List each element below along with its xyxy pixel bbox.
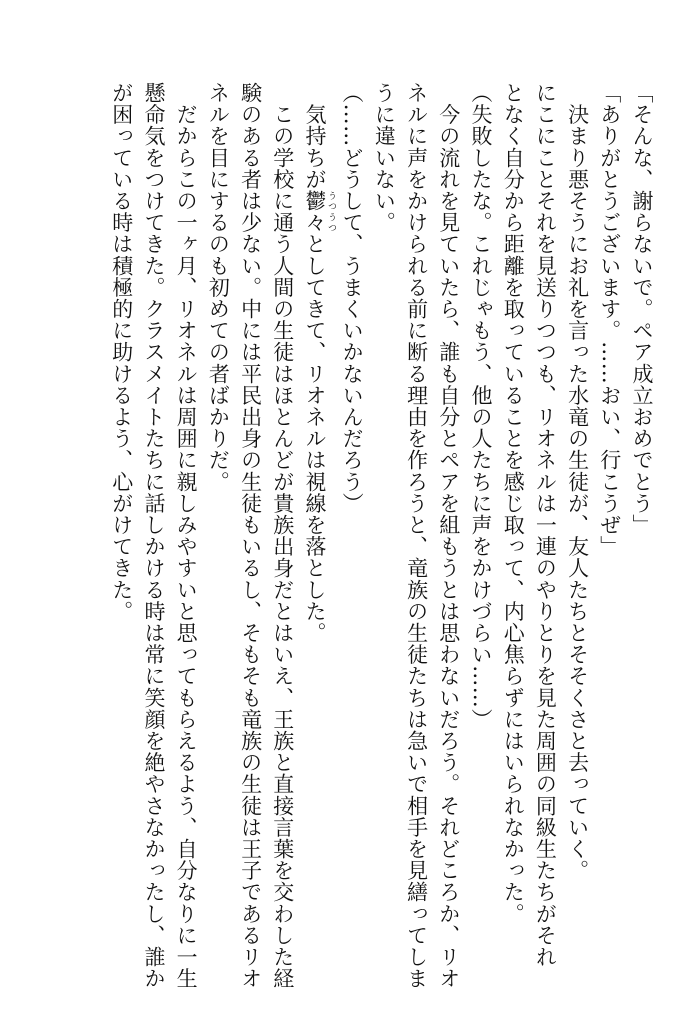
ruby-line-after: としてきて、リオネルは視線を落とした。	[302, 233, 327, 644]
text-line-13: 験のある者は少ない。中には平民出身の生徒もいるし、そもそも竜族の生徒は王子であるリオ	[238, 82, 263, 990]
text-line-15: だからこの一ヶ月、リオネルは周囲に親しみやすいと思ってもらえるよう、自分なりに一生	[174, 82, 199, 990]
text-line-10: （……どうして、うまくいかないんだろう）	[340, 82, 365, 514]
text-line-16: 懸命気をつけてきた。クラスメイトたちに話しかける時は常に笑顔を絶やさなかったし、誰か	[141, 82, 166, 990]
ruby-word	[302, 190, 336, 234]
ruby-line-before: 気持ちが	[302, 82, 327, 190]
text-line-11-ruby	[299, 82, 336, 962]
ruby-base: 鬱々	[302, 190, 327, 234]
text-line-8: ネルに声をかけられる前に断る理由を作ろうと、竜族の生徒たちは急いで相手を見繕ってしま	[404, 82, 429, 990]
indent	[271, 82, 295, 104]
ruby-reading: うつうつ	[325, 190, 336, 234]
text-line-3: 決まり悪そうにお礼を言った水竜の生徒が、友人たちとそそくさと去っていく。	[565, 82, 590, 882]
text-line-9: うに違いない。	[372, 82, 397, 234]
vertical-text-body	[106, 82, 658, 990]
text-line-12	[267, 82, 299, 990]
text-line-12-body: この学校に通う人間の生徒はほとんどが貴族出身だとはいえ、王族と直接言葉を交わした経	[270, 103, 295, 990]
text-line-14: ネルを目にするのも初めての者ばかりだ。	[206, 82, 231, 493]
text-line-5: となく自分から距離を取っていることを感じ取って、内心焦らずにはいられなかった。	[501, 82, 526, 925]
text-line-7: 今の流れを見ていたら、誰も自分とペアを組もうとは思わないだろう。それどころか、リオ	[436, 82, 461, 990]
text-line-17: が困っている時は積極的に助けるよう、心がけてきた。	[109, 82, 134, 622]
text-line-6: （失敗したな。これじゃもう、他の人たちに声をかけづらい……）	[468, 82, 493, 730]
text-line-1: 「そんな、謝らないで。ペア成立おめでとう」	[630, 82, 654, 536]
text-line-2: 「ありがとうございます。……おい、行こうぜ」	[597, 82, 622, 558]
text-line-4: にこにことそれを見送りつつも、リオネルは一連のやりとりを見た周囲の同級生たちがそれ	[533, 82, 558, 968]
